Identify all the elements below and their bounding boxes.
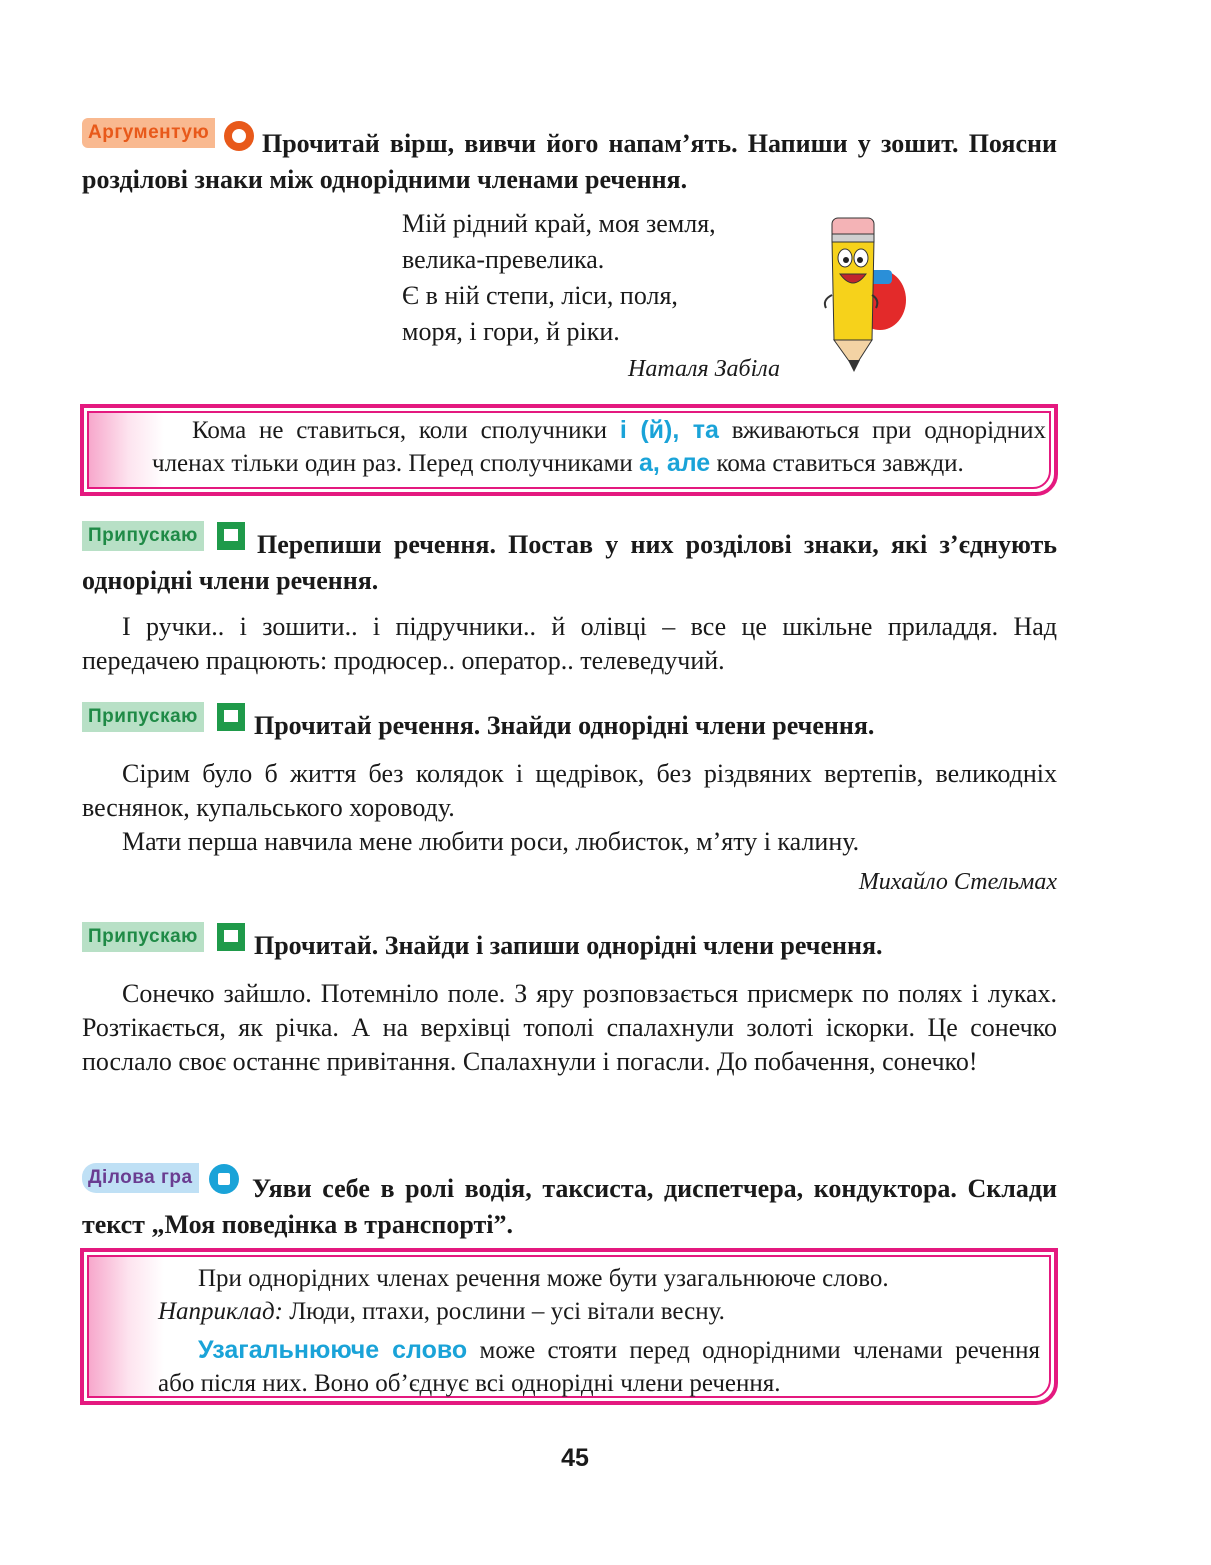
task3-paragraph-2: Мати перша навчила мене любити роси, любисток, м’яту і калину. [122, 827, 860, 856]
task2-heading: Перепиши речення. Постав у них розділові знаки, які з’єднують однорідні члени речення. [82, 530, 1057, 595]
task2-text: І ручки.. і зошити.. і підручники.. й олівці – все це шкільне приладдя. Над передачею працюють: продюсер.. оператор.. телеведучий. [82, 612, 1057, 675]
task3-author: Михайло Стельмах [858, 869, 1057, 895]
task4-heading: Прочитай. Знайди і запиши однорідні члени речення. [254, 931, 883, 960]
poem-line: Є в ній степи, ліси, поля, [402, 281, 678, 310]
task3-paragraph-1: Сірим було б життя без колядок і щедрівок, без різдвяних вертепів, великодніх веснянок, купальського хороводу. [82, 759, 1057, 822]
poem-line: Мій рідний край, моя земля, [402, 209, 716, 238]
rule-box-2 [80, 1248, 1058, 1405]
pencil-mascot-icon [818, 200, 908, 375]
highlight-generalizing-word: Узагальнююче слово [198, 1336, 468, 1364]
rule2-text [158, 1262, 1040, 1400]
rule1-text: Кома не ставиться, коли сполучники і (й), та вживаються при однорідних членах тільки один раз. Перед сполучниками а, але кома ставиться завжди. [152, 416, 1046, 477]
tag-prypuskayu: Припускаю [82, 521, 204, 551]
task4-text: Сонечко зайшло. Потемніло поле. З яру розповзається присмерк по полях і луках. Розтікається, як річка. А на верхівці тополі спалахнули золоті іскорки. Це сонечко послало своє останнє привітання. Спалахнули і погасли. До побачення, сонечко! [82, 979, 1057, 1076]
tag-argumentuyu: Аргументую [82, 118, 215, 148]
page-number: 45 [561, 1444, 589, 1472]
highlight-conjunction: і (й), та [619, 416, 719, 444]
rule2-line2: Узагальнююче слово може стояти перед однорідними членами речення або після них. Воно об’єднує всі однорідні члени речення. [158, 1336, 1040, 1397]
example-label: Наприклад: [158, 1298, 283, 1325]
tag-prypuskayu: Припускаю [82, 702, 204, 732]
tag-prypuskayu: Припускаю [82, 922, 204, 952]
highlight-conjunction: а, але [639, 449, 711, 477]
tag-dilova-hra: Ділова гра [82, 1163, 199, 1193]
task5-heading: Уяви себе в ролі водія, таксиста, диспетчера, кондуктора. Склади текст „Моя поведінка в транспорті”. [82, 1174, 1057, 1239]
poem [402, 206, 716, 350]
poem-author: Наталя Забіла [628, 356, 780, 382]
task3-heading: Прочитай речення. Знайди однорідні члени речення. [254, 711, 875, 740]
rule2-example [158, 1295, 1040, 1328]
task1-heading: Прочитай вірш, вивчи його напам’ять. Напиши у зошит. Поясни розділові знаки між однорідними членами речення. [82, 129, 1057, 194]
poem-line: велика-превелика. [402, 245, 605, 274]
poem-line: моря, і гори, й ріки. [402, 317, 620, 346]
rule2-line1: При однорідних членах речення може бути узагальнююче слово. [198, 1265, 889, 1292]
example-text: Люди, птахи, рослини – усі вітали весну. [289, 1298, 725, 1325]
rule-box-1 [80, 404, 1058, 496]
